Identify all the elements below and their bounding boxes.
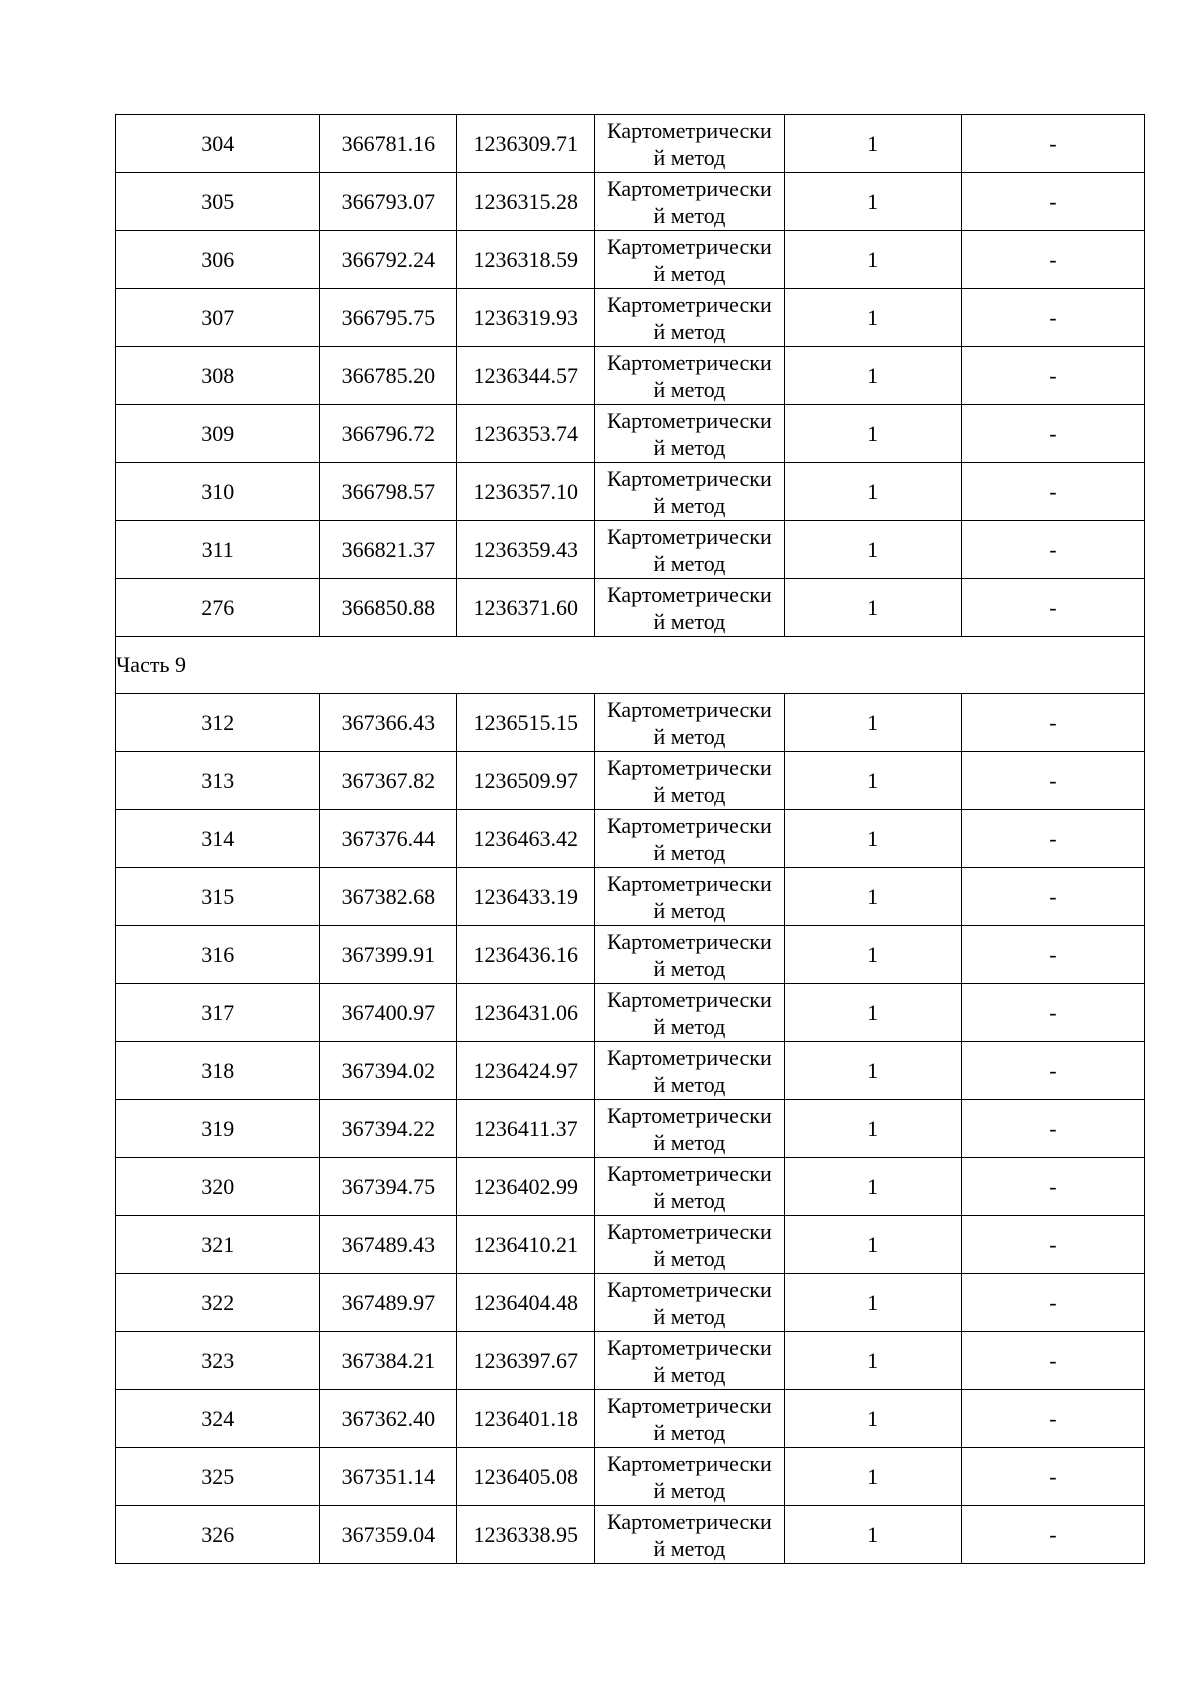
- point-number-cell: 307: [116, 289, 320, 347]
- y-coordinate-cell: 1236401.18: [457, 1390, 595, 1448]
- accuracy-cell: 1: [784, 926, 961, 984]
- note-cell: -: [961, 347, 1144, 405]
- table-row: [116, 1332, 1145, 1390]
- method-cell: [595, 1216, 784, 1274]
- table-row: [116, 1216, 1145, 1274]
- method-text-line1: Картометрически: [607, 813, 772, 838]
- note-cell: -: [961, 1274, 1144, 1332]
- x-coordinate-cell: 367366.43: [320, 694, 457, 752]
- note-cell: -: [961, 405, 1144, 463]
- y-coordinate-cell: 1236411.37: [457, 1100, 595, 1158]
- y-coordinate-cell: 1236353.74: [457, 405, 595, 463]
- method-text-line2: й метод: [653, 1188, 726, 1213]
- table-row: [116, 1390, 1145, 1448]
- method-text-line1: Картометрически: [607, 118, 772, 143]
- table-row: [116, 810, 1145, 868]
- method-cell: [595, 694, 784, 752]
- accuracy-cell: 1: [784, 1274, 961, 1332]
- note-cell: -: [961, 231, 1144, 289]
- table-row: [116, 1274, 1145, 1332]
- method-cell: [595, 405, 784, 463]
- x-coordinate-cell: 366793.07: [320, 173, 457, 231]
- note-cell: -: [961, 694, 1144, 752]
- accuracy-cell: 1: [784, 579, 961, 637]
- coordinates-table-body: [116, 115, 1145, 1564]
- section-header-row: [116, 637, 1145, 694]
- method-text-line1: Картометрически: [607, 292, 772, 317]
- accuracy-cell: 1: [784, 289, 961, 347]
- table-row: [116, 115, 1145, 173]
- point-number-cell: 324: [116, 1390, 320, 1448]
- point-number-cell: 325: [116, 1448, 320, 1506]
- method-text-line1: Картометрически: [607, 987, 772, 1012]
- method-text-line2: й метод: [653, 203, 726, 228]
- method-text-line1: Картометрически: [607, 582, 772, 607]
- point-number-cell: 318: [116, 1042, 320, 1100]
- table-row: [116, 405, 1145, 463]
- note-cell: -: [961, 1042, 1144, 1100]
- x-coordinate-cell: 367359.04: [320, 1506, 457, 1564]
- method-cell: [595, 1274, 784, 1332]
- method-text-line2: й метод: [653, 493, 726, 518]
- point-number-cell: 319: [116, 1100, 320, 1158]
- method-text-line2: й метод: [653, 956, 726, 981]
- table-row: [116, 231, 1145, 289]
- x-coordinate-cell: 366798.57: [320, 463, 457, 521]
- method-text-line2: й метод: [653, 1362, 726, 1387]
- x-coordinate-cell: 367399.91: [320, 926, 457, 984]
- x-coordinate-cell: 366792.24: [320, 231, 457, 289]
- x-coordinate-cell: 367362.40: [320, 1390, 457, 1448]
- method-text-line1: Картометрически: [607, 755, 772, 780]
- method-text-line2: й метод: [653, 435, 726, 460]
- method-cell: [595, 173, 784, 231]
- point-number-cell: 306: [116, 231, 320, 289]
- x-coordinate-cell: 367489.97: [320, 1274, 457, 1332]
- method-text-line1: Картометрически: [607, 234, 772, 259]
- x-coordinate-cell: 366795.75: [320, 289, 457, 347]
- y-coordinate-cell: 1236463.42: [457, 810, 595, 868]
- method-text-line1: Картометрически: [607, 1451, 772, 1476]
- method-text-line1: Картометрически: [607, 524, 772, 549]
- y-coordinate-cell: 1236402.99: [457, 1158, 595, 1216]
- point-number-cell: 320: [116, 1158, 320, 1216]
- method-cell: [595, 1390, 784, 1448]
- method-text-line2: й метод: [653, 1072, 726, 1097]
- note-cell: -: [961, 1216, 1144, 1274]
- accuracy-cell: 1: [784, 1332, 961, 1390]
- method-text-line2: й метод: [653, 1478, 726, 1503]
- method-text-line1: Картометрически: [607, 1393, 772, 1418]
- method-text-line2: й метод: [653, 609, 726, 634]
- note-cell: -: [961, 810, 1144, 868]
- x-coordinate-cell: 366821.37: [320, 521, 457, 579]
- y-coordinate-cell: 1236515.15: [457, 694, 595, 752]
- note-cell: -: [961, 984, 1144, 1042]
- point-number-cell: 312: [116, 694, 320, 752]
- x-coordinate-cell: 366796.72: [320, 405, 457, 463]
- method-text-line2: й метод: [653, 1130, 726, 1155]
- accuracy-cell: 1: [784, 752, 961, 810]
- x-coordinate-cell: 367489.43: [320, 1216, 457, 1274]
- point-number-cell: 310: [116, 463, 320, 521]
- accuracy-cell: 1: [784, 231, 961, 289]
- accuracy-cell: 1: [784, 1506, 961, 1564]
- note-cell: -: [961, 1158, 1144, 1216]
- note-cell: -: [961, 926, 1144, 984]
- method-cell: [595, 1506, 784, 1564]
- method-cell: [595, 1158, 784, 1216]
- point-number-cell: 316: [116, 926, 320, 984]
- x-coordinate-cell: 366781.16: [320, 115, 457, 173]
- point-number-cell: 309: [116, 405, 320, 463]
- note-cell: -: [961, 868, 1144, 926]
- method-text-line2: й метод: [653, 782, 726, 807]
- method-text-line1: Картометрически: [607, 176, 772, 201]
- method-text-line2: й метод: [653, 551, 726, 576]
- method-text-line1: Картометрически: [607, 929, 772, 954]
- note-cell: -: [961, 115, 1144, 173]
- table-row: [116, 347, 1145, 405]
- y-coordinate-cell: 1236359.43: [457, 521, 595, 579]
- method-text-line1: Картометрически: [607, 408, 772, 433]
- point-number-cell: 322: [116, 1274, 320, 1332]
- method-text-line1: Картометрически: [607, 350, 772, 375]
- point-number-cell: 315: [116, 868, 320, 926]
- accuracy-cell: 1: [784, 1216, 961, 1274]
- accuracy-cell: 1: [784, 347, 961, 405]
- accuracy-cell: 1: [784, 405, 961, 463]
- note-cell: -: [961, 1506, 1144, 1564]
- method-text-line2: й метод: [653, 724, 726, 749]
- y-coordinate-cell: 1236315.28: [457, 173, 595, 231]
- method-cell: [595, 868, 784, 926]
- accuracy-cell: 1: [784, 463, 961, 521]
- y-coordinate-cell: 1236433.19: [457, 868, 595, 926]
- method-cell: [595, 1042, 784, 1100]
- method-text-line1: Картометрически: [607, 1335, 772, 1360]
- method-text-line1: Картометрически: [607, 466, 772, 491]
- y-coordinate-cell: 1236405.08: [457, 1448, 595, 1506]
- x-coordinate-cell: 367382.68: [320, 868, 457, 926]
- point-number-cell: 305: [116, 173, 320, 231]
- note-cell: -: [961, 579, 1144, 637]
- table-row: [116, 1158, 1145, 1216]
- accuracy-cell: 1: [784, 984, 961, 1042]
- y-coordinate-cell: 1236509.97: [457, 752, 595, 810]
- accuracy-cell: 1: [784, 521, 961, 579]
- method-cell: [595, 984, 784, 1042]
- y-coordinate-cell: 1236338.95: [457, 1506, 595, 1564]
- method-text-line2: й метод: [653, 377, 726, 402]
- method-text-line2: й метод: [653, 1014, 726, 1039]
- x-coordinate-cell: 367384.21: [320, 1332, 457, 1390]
- method-cell: [595, 1332, 784, 1390]
- method-text-line2: й метод: [653, 261, 726, 286]
- method-text-line2: й метод: [653, 840, 726, 865]
- note-cell: -: [961, 1332, 1144, 1390]
- note-cell: -: [961, 1100, 1144, 1158]
- section-title: Часть 9: [116, 637, 1145, 694]
- table-row: [116, 289, 1145, 347]
- table-row: [116, 1448, 1145, 1506]
- x-coordinate-cell: 367394.22: [320, 1100, 457, 1158]
- point-number-cell: 313: [116, 752, 320, 810]
- y-coordinate-cell: 1236431.06: [457, 984, 595, 1042]
- x-coordinate-cell: 366850.88: [320, 579, 457, 637]
- method-cell: [595, 115, 784, 173]
- method-text-line2: й метод: [653, 319, 726, 344]
- method-text-line2: й метод: [653, 1536, 726, 1561]
- point-number-cell: 321: [116, 1216, 320, 1274]
- point-number-cell: 323: [116, 1332, 320, 1390]
- x-coordinate-cell: 367400.97: [320, 984, 457, 1042]
- y-coordinate-cell: 1236318.59: [457, 231, 595, 289]
- note-cell: -: [961, 173, 1144, 231]
- accuracy-cell: 1: [784, 173, 961, 231]
- method-cell: [595, 926, 784, 984]
- x-coordinate-cell: 367351.14: [320, 1448, 457, 1506]
- point-number-cell: 314: [116, 810, 320, 868]
- y-coordinate-cell: 1236309.71: [457, 115, 595, 173]
- y-coordinate-cell: 1236410.21: [457, 1216, 595, 1274]
- method-cell: [595, 1448, 784, 1506]
- table-row: [116, 868, 1145, 926]
- method-text-line2: й метод: [653, 1304, 726, 1329]
- accuracy-cell: 1: [784, 1158, 961, 1216]
- method-cell: [595, 752, 784, 810]
- point-number-cell: 317: [116, 984, 320, 1042]
- y-coordinate-cell: 1236397.67: [457, 1332, 595, 1390]
- accuracy-cell: 1: [784, 1100, 961, 1158]
- point-number-cell: 311: [116, 521, 320, 579]
- method-cell: [595, 1100, 784, 1158]
- x-coordinate-cell: 366785.20: [320, 347, 457, 405]
- accuracy-cell: 1: [784, 115, 961, 173]
- x-coordinate-cell: 367376.44: [320, 810, 457, 868]
- method-cell: [595, 231, 784, 289]
- accuracy-cell: 1: [784, 868, 961, 926]
- table-row: [116, 463, 1145, 521]
- method-text-line2: й метод: [653, 145, 726, 170]
- coordinates-table: [115, 114, 1145, 1564]
- note-cell: -: [961, 1448, 1144, 1506]
- method-text-line1: Картометрически: [607, 871, 772, 896]
- method-text-line1: Картометрически: [607, 1277, 772, 1302]
- method-text-line2: й метод: [653, 1420, 726, 1445]
- method-text-line1: Картометрически: [607, 1161, 772, 1186]
- x-coordinate-cell: 367367.82: [320, 752, 457, 810]
- accuracy-cell: 1: [784, 1042, 961, 1100]
- table-row: [116, 173, 1145, 231]
- point-number-cell: 276: [116, 579, 320, 637]
- method-text-line2: й метод: [653, 898, 726, 923]
- accuracy-cell: 1: [784, 1448, 961, 1506]
- point-number-cell: 308: [116, 347, 320, 405]
- y-coordinate-cell: 1236404.48: [457, 1274, 595, 1332]
- y-coordinate-cell: 1236424.97: [457, 1042, 595, 1100]
- method-text-line1: Картометрически: [607, 697, 772, 722]
- y-coordinate-cell: 1236344.57: [457, 347, 595, 405]
- point-number-cell: 326: [116, 1506, 320, 1564]
- method-text-line1: Картометрически: [607, 1103, 772, 1128]
- table-row: [116, 926, 1145, 984]
- note-cell: -: [961, 752, 1144, 810]
- table-row: [116, 579, 1145, 637]
- y-coordinate-cell: 1236319.93: [457, 289, 595, 347]
- method-cell: [595, 289, 784, 347]
- x-coordinate-cell: 367394.75: [320, 1158, 457, 1216]
- method-text-line1: Картометрически: [607, 1219, 772, 1244]
- table-row: [116, 984, 1145, 1042]
- method-cell: [595, 347, 784, 405]
- method-cell: [595, 521, 784, 579]
- method-text-line1: Картометрически: [607, 1045, 772, 1070]
- note-cell: -: [961, 521, 1144, 579]
- x-coordinate-cell: 367394.02: [320, 1042, 457, 1100]
- table-row: [116, 752, 1145, 810]
- method-cell: [595, 810, 784, 868]
- point-number-cell: 304: [116, 115, 320, 173]
- method-cell: [595, 463, 784, 521]
- table-row: [116, 1506, 1145, 1564]
- table-row: [116, 521, 1145, 579]
- table-row: [116, 694, 1145, 752]
- table-row: [116, 1042, 1145, 1100]
- y-coordinate-cell: 1236357.10: [457, 463, 595, 521]
- table-row: [116, 1100, 1145, 1158]
- method-cell: [595, 579, 784, 637]
- y-coordinate-cell: 1236371.60: [457, 579, 595, 637]
- accuracy-cell: 1: [784, 810, 961, 868]
- note-cell: -: [961, 289, 1144, 347]
- accuracy-cell: 1: [784, 1390, 961, 1448]
- note-cell: -: [961, 1390, 1144, 1448]
- method-text-line2: й метод: [653, 1246, 726, 1271]
- method-text-line1: Картометрически: [607, 1509, 772, 1534]
- note-cell: -: [961, 463, 1144, 521]
- accuracy-cell: 1: [784, 694, 961, 752]
- y-coordinate-cell: 1236436.16: [457, 926, 595, 984]
